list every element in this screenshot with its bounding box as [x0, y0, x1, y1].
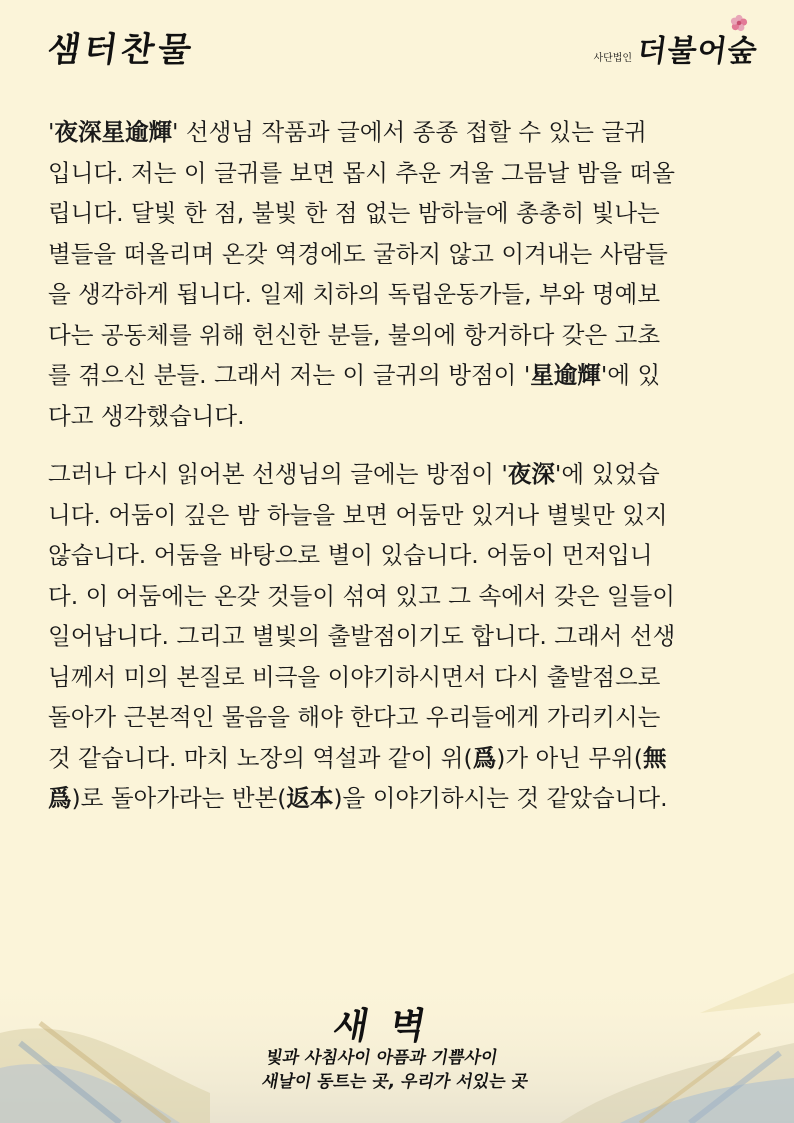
text-line: 않습니다. 어둠을 바탕으로 별이 있습니다. 어둠이 먼저입니: [48, 541, 653, 569]
text-line: 님께서 미의 본질로 비극을 이야기하시면서 다시 출발점으로: [48, 662, 661, 691]
motto-line-1: 빛과 사침사이 아픔과 기쁨사이: [264, 1048, 500, 1068]
text-line: 립니다. 달빛 한 점, 불빛 한 점 없는 밤하늘에 총총히 빛나는: [48, 199, 660, 227]
text-line: 일어납니다. 그리고 별빛의 출발점이기도 합니다. 그래서 선생: [48, 622, 676, 650]
emphasis-text: 夜深: [507, 460, 555, 488]
text-line: 별들을 떠올리며 온갖 역경에도 굴하지 않고 이겨내는 사람들: [48, 239, 668, 268]
emphasis-text: 爲: [48, 784, 72, 812]
text-line: 爲)로 돌아가라는 반본(返本)을 이야기하시는 것 같았습니다.: [48, 784, 668, 812]
paragraph-1: [48, 112, 754, 436]
text-line: 를 겪으신 분들. 그래서 저는 이 글귀의 방점이 '星逾輝'에 있: [48, 361, 661, 389]
logo-right-small: 사단법인: [593, 53, 633, 64]
text-line: 그러나 다시 읽어본 선생님의 글에는 방점이 '夜深'에 있었습: [48, 460, 660, 488]
essay-body: [48, 112, 754, 837]
text-line: 돌아가 근본적인 물음을 해야 한다고 우리들에게 가리키시는: [48, 703, 661, 731]
paragraph-2: [48, 454, 754, 819]
emphasis-text: 夜深星逾輝: [54, 118, 172, 146]
emphasis-text: 爲: [472, 743, 497, 772]
text-line: 다. 이 어둠에는 온갖 것들이 섞여 있고 그 속에서 갖은 일들이: [48, 581, 675, 610]
logo-left: 샘터찬물: [44, 30, 198, 70]
emphasis-text: 無: [642, 743, 667, 772]
text-line: 것 같습니다. 마치 노장의 역설과 같이 위(爲)가 아닌 무위(無: [48, 743, 667, 772]
signature: 새벽: [329, 1005, 451, 1047]
text-line: 을 생각하게 됩니다. 일제 치하의 독립운동가들, 부와 명예보: [48, 280, 661, 308]
emphasis-text: 星逾輝: [530, 361, 601, 389]
text-line: 니다. 어둠이 깊은 밤 하늘을 보면 어둠만 있거나 별빛만 있지: [48, 500, 668, 529]
text-line: 다는 공동체를 위해 헌신한 분들, 불의에 항거하다 갖은 고초: [48, 320, 661, 349]
motto: [260, 1046, 568, 1094]
page-header: [0, 0, 794, 90]
logo-right-big: 더불어숲: [635, 34, 760, 69]
motto-line-2: 새날이 동트는 곳, 우리가 서있는 곳: [260, 1072, 530, 1092]
text-line: 입니다. 저는 이 글귀를 보면 몹시 추운 겨울 그믐날 밤을 떠올: [48, 158, 675, 187]
logo-right: [593, 26, 758, 70]
text-line: '夜深星逾輝' 선생님 작품과 글에서 종종 접할 수 있는 글귀: [48, 118, 647, 146]
emphasis-text: 返本: [286, 784, 334, 812]
text-line: 다고 생각했습니다.: [48, 401, 245, 430]
